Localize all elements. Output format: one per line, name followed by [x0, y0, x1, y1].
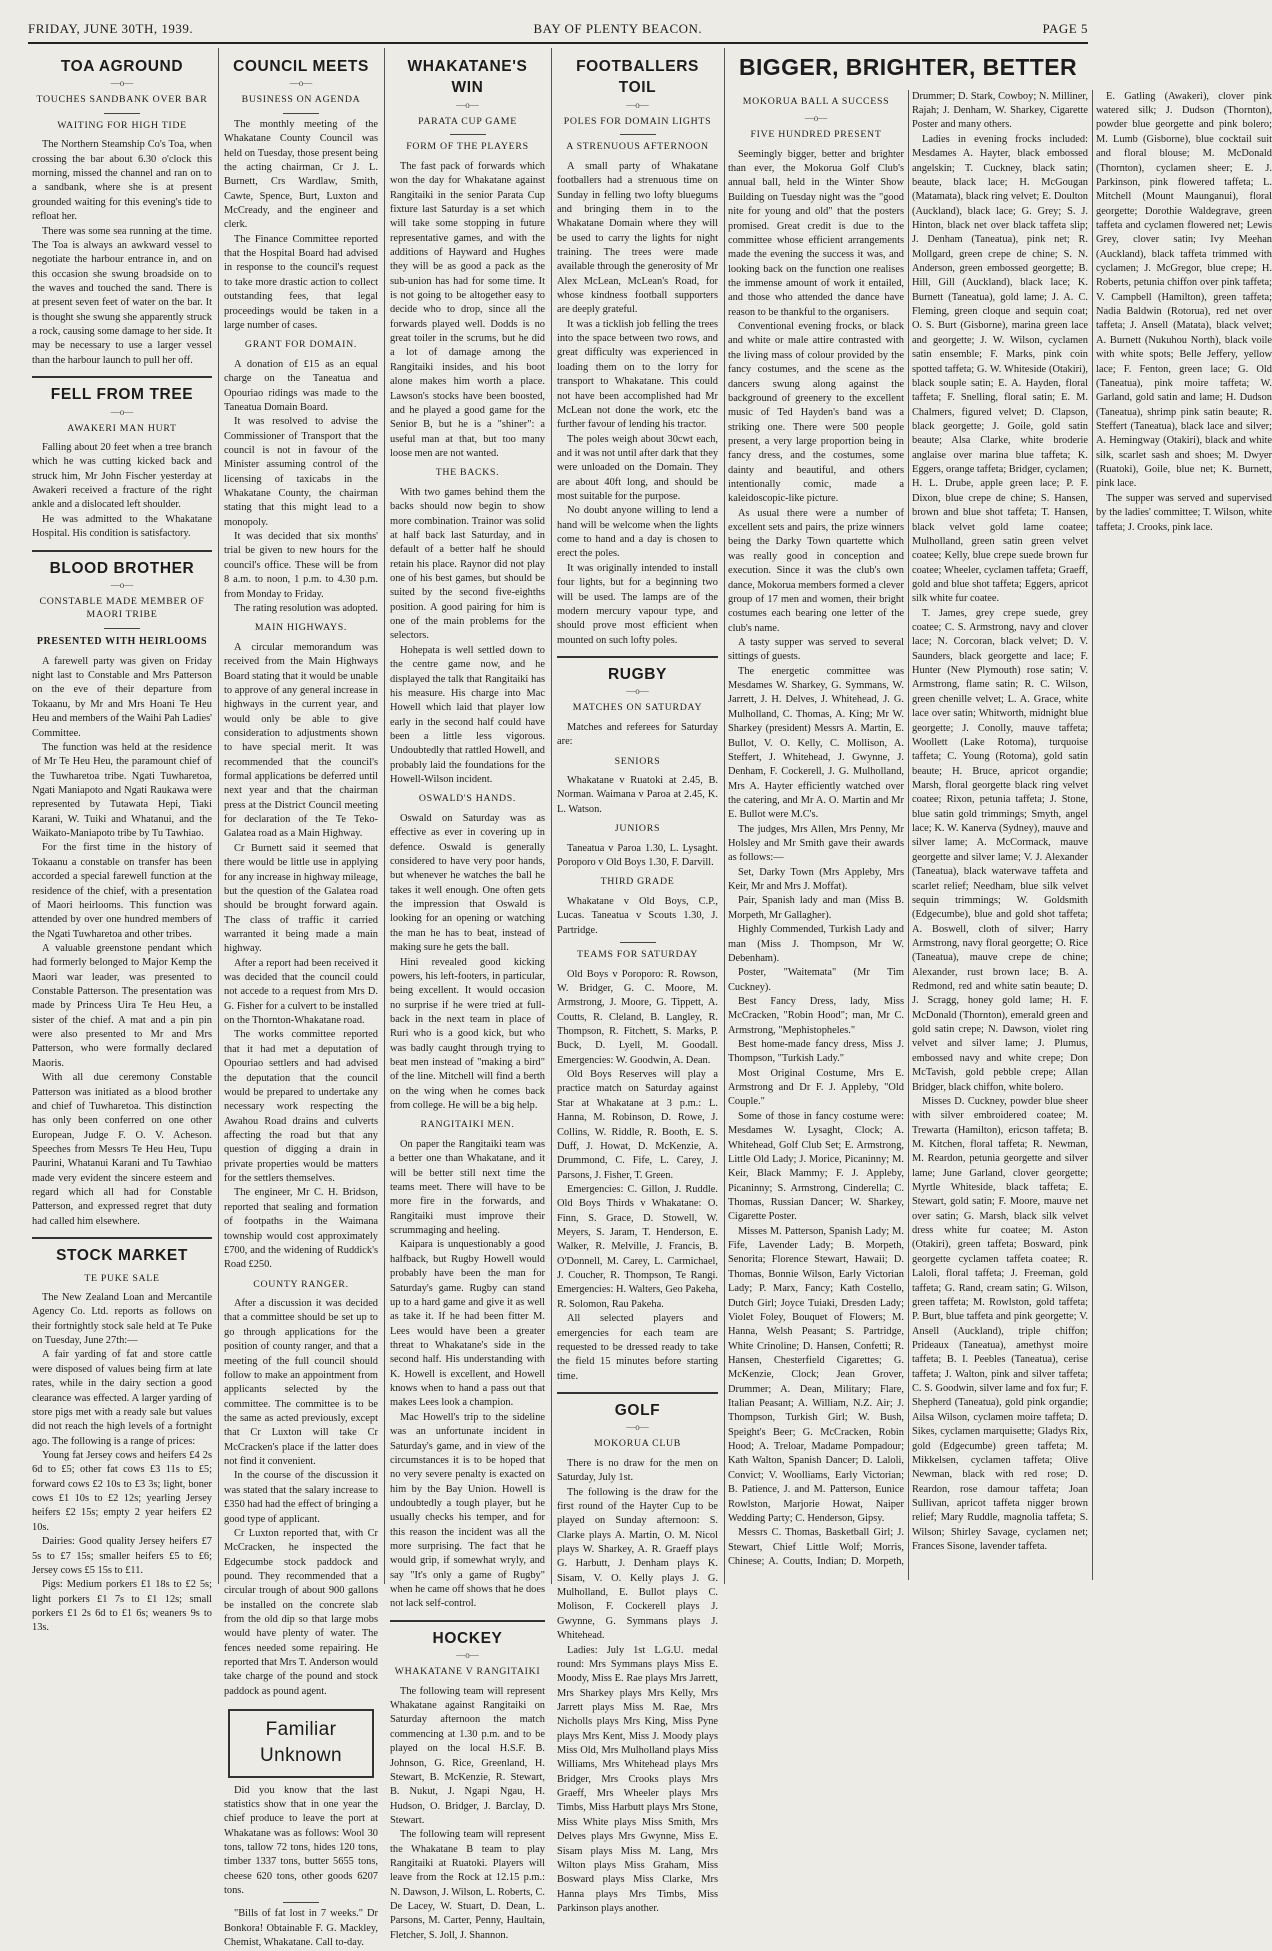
subheading: POLES FOR DOMAIN LIGHTS [563, 115, 712, 127]
paragraph: Cr Luxton reported that, with Cr McCracken, he inspected the Edgecumbe stock paddock and pound. They recommended that a circular trough of about 900 gallons be installed on the concrete slab from the old dip so that large mobs would have plenty of water. The fences needed some repairing. He reported that Mrs T. Anderson would take charge of the pound and stock paddock as pound agent. [224, 1527, 378, 1697]
ornament: —o— [626, 686, 649, 697]
ornament: —o— [804, 113, 828, 124]
ornament: —o— [456, 1650, 479, 1661]
paragraph: After a report had been received it was decided that the council could not accede to a request from Mrs D. G. Fisher for a culvert to be installed on the Thornton-Whakatane road. [224, 957, 378, 1027]
paragraph: Messrs C. Thomas, Basketball Girl; J. Stewart, Chief Little Wolf; Morris, Chinese; A. Coutts, Indian; D. Morpeth, Drummer; D. Stark, Cowboy; N. Milliner, Rajah; J. Denham, W. Sharkey, Cigarette Poster and many others. [728, 90, 1088, 1567]
ornament: —o— [110, 78, 134, 89]
teams-heading: TEAMS FOR SATURDAY [576, 949, 699, 961]
grade-heading: THIRD GRADE [600, 876, 675, 888]
paragraph: With all due ceremony Constable Patterson was initiated as a blood brother and chief of Tuwharetoa. This distinction has only been conferred on one other European, Judge F. O. V. Acheson. Speeches from Messrs Te Heu Heu, Tupu Paurini, Whatanui Karani and Tu Tawhiao made very evident the sincere esteem and regard which all had for Constable Patterson, and expressed regret that duty had called him elsewhere. [32, 1072, 212, 1227]
column-rule [551, 48, 552, 1584]
paragraph: A circular memorandum was received from the Main Highways Board stating that it would be unable to approve of any general increase in highways in the current year, and would only be able to give consideration to adjustments shown to have special merit. It was recommended that the council's formal applications be deferred until next year and that the chairman press at the District Council meeting for declaration of the Te Teko-Galatea road as a Main Highway. [224, 641, 378, 840]
paragraph: It was resolved to advise the Commissioner of Transport that the council is not in favour of the Minister assuming control of the licensing of taxicabs in the Whakatane County, the chairman stating that this might lead to a monopoly. [224, 416, 378, 528]
paragraph: It was originally intended to install four lights, but for a beginning two will be used. The lamps are of the modern mercury vapour type, and should prove most efficient when mounted on such lofty poles. [557, 562, 718, 646]
paragraph: Ladies: July 1st L.G.U. medal round: Mrs Symmans plays Miss E. Moody, Miss E. Rae plays Mrs Jarrett, Mrs Sharkey plays Mrs Kelly, Mrs Jarrett plays Miss M. Rae, Mrs Nicholls plays Mrs King, Miss Pyne plays Mrs Kent, Miss J. Moody plays Miss Old, Mrs Mulholland plays Miss Williams, Mrs Whitehead plays Mrs Bridger, Mrs Crooks plays Mrs Graeff, Mrs Wheeler plays Mrs Timbs, Miss Harbutt plays Mrs Stone, Miss White plays Miss Smith, Mrs Delves plays Mrs Gwynne, Miss E. Sisam plays Miss M. Lang, Mrs Wilton plays Miss Graham, Miss Bosward plays Miss Clarke, Mrs Hanna plays Mrs Timbs, Miss Parkinson plays another. [557, 1644, 718, 1914]
divider [32, 550, 212, 552]
divider [104, 628, 140, 629]
paragraph: Best Fancy Dress, lady, Miss McCracken, "Robin Hood"; man, Mr C. Armstrong, "Mephistopheles." [728, 995, 904, 1036]
paragraph: Conventional evening frocks, or black and white or male attire contrasted with the living mass of colour provided by the fancy costumes, and the scene as the dancers swung along against the background of greenery to the excellent music of Ted Hayden's band was a striking one. There were 500 people present, a very large proportion being in fancy dress, and the costumes, some dainty and beautiful, and others intentionally comic, made a kaleidoscopic-like picture. [728, 321, 904, 505]
issue-date: FRIDAY, JUNE 30TH, 1939. [28, 21, 194, 36]
divider [557, 656, 718, 658]
grade-heading: JUNIORS [614, 823, 661, 835]
ornament: —o— [289, 78, 313, 89]
ornament: —o— [626, 1422, 649, 1433]
section-heading: GRANT FOR DOMAIN. [244, 339, 358, 351]
subheading: A STRENUOUS AFTERNOON [566, 141, 709, 153]
paragraph: Falling about 20 feet when a tree branch which he was cutting kicked back and struck him, Mr John Fischer yesterday at Awakeri received a fracture of the right ankle and a dislocated left shoulder. [32, 442, 212, 511]
paragraph: It was decided that six months' trial be given to new hours for the council's office. These will be from 8 a.m. to noon, 1 p.m. to 4.30 p.m. from Monday to Friday. [224, 531, 378, 600]
column-2 [220, 50, 382, 1949]
toa-headline: TOA AGROUND [60, 58, 184, 75]
paragraph: No doubt anyone willing to lend a hand will be welcome when the lights come to hand and a day is chosen to erect the poles. [557, 505, 718, 560]
column-1 [28, 50, 216, 1634]
paragraph: The energetic committee was Mesdames W. Sharkey, G. Symmans, W. Jarrett, J. H. Delves, J. Whitehead, J. G. Mulholland, C. Thomas, A. King; Mr W. Sharkey (president) Messrs A. Martin, E. Bullot, V. O. Kelly, C. Mollison, A. Steffert, J. Whitehead, J. Gwynne, J. Denham, F. Cockerell, J. G. Mulholland, Mrs A. Hayter efficiently watched over the catering, and Mr A. O. Martin and Mr E. Bullot were M.C's. [728, 665, 904, 821]
section-heading: RANGITAIKI MEN. [420, 1119, 515, 1131]
divider [104, 113, 140, 114]
divider [390, 1620, 545, 1622]
fell-headline: FELL FROM TREE [50, 386, 194, 404]
paragraph: On paper the Rangitaiki team was a better one than Whakatane, and it will be better still next time the teams meet. There will have to be more fire in the forwards, and Rangitaiki must improve their scrummaging and heeling. [390, 1138, 545, 1237]
section-heading: OSWALD'S HANDS. [418, 793, 517, 805]
toa-subheading: TOUCHES SANDBANK OVER BAR [36, 94, 208, 106]
column-rule [724, 48, 725, 1584]
paragraph: Taneatua v Paroa 1.30, L. Lysaght. Poroporo v Old Boys 1.30, F. Darvill. [557, 842, 718, 869]
section-heading: MAIN HIGHWAYS. [254, 622, 348, 634]
paragraph: There was some sea running at the time. The Toa is always an awkward vessel to negotiate the harbour entrance in, and on this occasion she swung broadside on to the waves and touched the sand. There is at present seven feet of water on the bar. It is thought she swung she apparently struck a rock, causing some damage to her side. It may be necessary to use a larger vessel than the harbour launch to pull her off. [32, 225, 212, 366]
page-number: PAGE 5 [1042, 21, 1088, 36]
paragraph: The Northern Steamship Co's Toa, when crossing the bar about 6.30 o'clock this morning, missed the channel and ran on to a sandbank, where she is at present grounded waiting for this evening's tide to refloat her. [32, 139, 212, 223]
masthead-rule [28, 42, 1088, 44]
paragraph: Best home-made fancy dress, Miss J. Thompson, "Turkish Lady." [728, 1039, 904, 1065]
paragraph: The New Zealand Loan and Mercantile Agency Co. Ltd. reports as follows on their fortnightly stock sale held at Te Puke on Tuesday, June 27th:— [32, 1292, 212, 1347]
paragraph: A donation of £15 as an equal charge on the Taneatua and Opouriao ridings was made to the Taneatua Domain Board. [224, 358, 378, 413]
subheading: PARATA CUP GAME [418, 115, 517, 127]
paragraph: A valuable greenstone pendant which had formerly belonged to Major Kemp the Maori war leader, was presented to Constable Patterson. The presentation was made by Princess Uira Te Heu Heu, a sister of the chief. A mat and a pin pin were also presented to Mr and Mrs Patterson, who were formally declared Maoris. [32, 942, 212, 1069]
paragraph: Ladies in evening frocks included: Mesdames A. Hayter, black embossed angelskin; T. Cuckney, black satin; beaute, black lace; H. McGougan (Matamata), black ring velvet; E. Doulton (Auckland), black lace; G. Grey; S. J. Hinton, black net over black taffeta slip; J. Denham (Taneatua), pink net; R. Mollgard, green crepe de chine; S. N. Anderson, green embossed georgette; B. Hill, Gill (Auckland), black lace; K. Burnett (Taneatua), gold lame; J. A. C. Fleming, green cloque and sequin coat; O. S. Burt (Gisborne), marina green lace and georgette; J. W. Wilson, cyclamen satin ensemble; F. Marks, pink coin spotted taffeta; G. W. Whiteside (Otakiri), black souple satin; E. A. Hayden, floral taffeta; F. Snelling, floral satin; E. M. Chalmers, figured velvet; D. Clapson, black georgette; J. Goile, gold satin beaute; Alsa Clarke, white broderie anglaise over marina blue taffeta; K. Eggers, orange taffeta; Bridger, cyclamen; H. L. Drube, apple green lace; P. F. Dixon, blue crepe de chine; S. Hansen, brown and blue shot taffeta; T. Hansen, black velvet gold lame coatee; Mulholland, green satin green velvet coatee; Kelly, blue crepe suede brown fur coatee; Wheeler, cyclamen taffeta; Graeff, gold and blue shot taffeta; Eggers, apricot silk white fur coatee. [912, 133, 1088, 605]
golf-subheading: MOKORUA CLUB [593, 1438, 682, 1450]
column-4 [553, 50, 722, 1914]
blood-subheading: PRESENTED WITH HEIRLOOMS [36, 635, 208, 647]
paragraph: A farewell party was given on Friday night last to Constable and Mrs Patterson on the eve of their departure from Tokaanu, by Mr and Mrs Hoani Te Heu Heu and members of the Waihi Pah Ladies' Committee. [32, 655, 212, 739]
paragraph: All selected players and emergencies for each team are requested to be dressed ready to take the field 15 minutes before starting time. [557, 1313, 718, 1382]
familiar-unknown-box: Familiar Unknown [228, 1709, 374, 1777]
paragraph: It was a ticklish job felling the trees into the space between two rows, and great difficulty was experienced in loading them on to the lorry for transport to Whakatane. This could not have been accomplished had Mr McLean not done the work, etc the further favour of lending his tractor. [557, 318, 718, 431]
masthead [28, 20, 1088, 38]
paragraph: There is no draw for the men on Saturday, July 1st. [557, 1457, 718, 1484]
paragraph: The following team will represent Whakatane against Rangitaiki on Saturday afternoon the match commencing at 1.30 p.m. and to be played on the local H.S.F. B. Johnson, G. Rice, Greenland, H. Stewart, B. McKenzie, R. Stewart, B. Nukut, J. Ngapi Ngau, H. Hudson, O. Bridger, J. Barclay, D. Stewart. [390, 1685, 545, 1826]
divider [32, 376, 212, 378]
divider [283, 113, 319, 114]
paragraph: The function was held at the residence of Mr Te Heu Heu, the paramount chief of the Tuwharetoa tribe. Ngati Tuwharetoa, Ngati Maniapoto and Ngati Raukawa were represented by Tutawata Hepi, Tiaki Karani, W. Tuiki and Whatanui, and the Waikato-Maniapoto tribe by Tu Tawhiao. [32, 741, 212, 840]
section-heading: COUNTY RANGER. [253, 1278, 349, 1290]
ornament: —o— [110, 406, 134, 417]
divider [32, 1237, 212, 1239]
paragraph: In the course of the discussion it was stated that the salary increase to £350 had had the effect of bringing a good type of applicant. [224, 1470, 378, 1525]
section-heading: THE BACKS. [435, 467, 500, 479]
ornament: —o— [456, 99, 479, 110]
divider [450, 134, 486, 135]
paragraph: With two games behind them the backs should now begin to show more combination. Trainor was solid at half back last Saturday, and in default of a better half he should retain his place. Raynor did not play one of his best games, but should be suited by the second five-eighths position. A good pairing for him is one of the main problems for the selectors. [390, 486, 545, 642]
advertisement: "Bills of fat lost in 7 weeks." Dr Bonkora! Obtainable F. G. Mackley, Chemist, Whakatane. Call to-day. [224, 1908, 378, 1949]
ornament: —o— [626, 99, 649, 110]
column-3 [386, 50, 549, 1941]
paragraph: Most Original Costume, Mrs E. Armstrong and Dr F. J. Appleby, "Old Couple." [728, 1067, 904, 1108]
footballers-headline: FOOTBALLERS TOIL [576, 58, 699, 97]
whakatane-win-headline: WHAKATANE'S WIN [407, 58, 528, 97]
paragraph: Seemingly bigger, better and brighter than ever, the Mokorua Golf Club's annual ball, held in the Winter Show Building on Tuesday night was the "good nite for young and old" that the posters promised. Great credit is due to the committee whose efficient arrangements made the evening the success it was, and looking back on the function one realises the immense amount of work it entailed, and those who attended the dance have reason to be thankful to the organisers. [728, 148, 904, 318]
paragraph: The following is the draw for the first round of the Hayter Cup to be played on Sunday afternoon: S. Clarke plays A. Martin, O. M. Nicol plays W. Sharkey, A. R. Graeff plays G. Harbutt, J. Denham plays K. Sisam, V. O. Kelly plays J. G. Mulholland, E. Bullot plays C. Molison, F. Cockerell plays J. Gwynne, G. Symmans plays J. Whitehead. [557, 1486, 718, 1642]
paragraph: Set, Darky Town (Mrs Appleby, Mrs Keir, Mr and Mrs J. Moffat). [728, 866, 904, 893]
paragraph: Some of those in fancy costume were: Mesdames W. Lysaght, Clock; A. Whitehead, Golf Club Set; E. Armstrong, Little Old Lady; J. Morice, Picaninny; M. Keir, Black Mammy; F. J. Appleby, Picaninny; S. Armstrong, Cinderella; C. Thomas, Russian Dancer; W. Sharkey, Cigarette Poster. [728, 1110, 904, 1223]
paragraph: The fast pack of forwards which won the day for Whakatane against Rangitaiki in the senior Parata Cup fixture last Saturday is a set which will take some stopping in future representative games, and with the additions of Hayward and Hughes they will be as good a pack as the sub-union has had for some time. It is not going to be altogether easy to decide who to drop, since all the forwards played well. Dodds is no great toiler in the scrums, but he did a lot of damage among the Rangitaiki insides, and his boot alone makes him worth a place. Lawson's stocks have been boosted, and he played a good game for the Senior B, but he is a "shiner": a useful man at that, but too many loose men are not wanted. [390, 160, 545, 459]
paragraph: The Finance Committee reported that the Hospital Board had advised in response to the council's request to take more drastic action to collect outstanding fees, that legal proceedings would be taken in a large number of cases. [224, 233, 378, 331]
paragraph: The rating resolution was adopted. [234, 602, 378, 614]
paragraph: Pigs: Medium porkers £1 18s to £2 5s; light porkers £1 7s to £1 12s; small porkers £1 2s 6d to £1 6s; weaners 9s to 13s. [32, 1579, 212, 1634]
paragraph: Kaipara is unquestionably a good halfback, but Rugby Howell would probably have been the man for Saturday's game. Rugby can stand up to a hard game and give it as well as take it. If he had been fitter M. Lees would have been a greater threat to Whakatane's side in the second half. His understanding with K. Howell is excellent, and Howell knows when to hand a pass out that makes Lees look a champion. [390, 1239, 545, 1409]
divider [620, 134, 656, 135]
paragraph: The following team will represent the Whakatane B team to play Rangitaiki at Ruatoki. Players will leave from the Rock at 12.15 p.m.: N. Dawson, J. Wilson, L. Roberts, C. De Lacey, W. Stuart, D. Dean, L. Parsons, M. Carter, Penny, Haultain, Fletcher, S. Joll, J. Shannon. [390, 1829, 545, 1941]
paragraph: A fair yarding of fat and store cattle were disposed of values being firm at late rates, while in the dairy section a good clearance was effected. A larger yarding of store pigs met with a ready sale but values did not reach the high levels of a fortnight ago. The following is a range of prices: [32, 1349, 212, 1447]
council-headline: COUNCIL MEETS [233, 58, 369, 75]
paragraph: Young fat Jersey cows and heifers £4 2s 6d to £5; other fat cows £3 11s to £5; forward cows £2 10s to £3 3s; light, boner cows £1 10s to £2 12s; yearling Jersey heifers £2 15s; empty 2 year heifers £2 10s. [32, 1449, 212, 1533]
stock-subheading: TE PUKE SALE [84, 1272, 160, 1284]
paragraph: Misses M. Patterson, Spanish Lady; M. Fife, Lavender Lady; B. Morpeth, Senorita; Florence Stewart, Hawaii; D. Thomas, Bonnie Wilson, Early Victorian Lady; P. Marx, Fancy; Kath Costello, Dutch Girl; Joyce Tuiaki, Dresden Lady; Violet Foley, Bouquet of Flowers; M. Hanna, Welsh Peasant; S. Partridge, White Crinoline; D. Hansen, Confetti; R. Hansen, Chesterfield Cigarettes; G. McKenzie, Clock; Jean Grover, Drummer; A. Dean, Military; Flare, Italian Peasant; A. William, N.Z. Air; J. Thompson, Turkish Girl; W. Bush, Speight's Beer; G. McCracken, Robin Hood; A. Treloar, Madame Pompadour; Kath Walton, Spanish Dancer; D. Laloli, Convict; V. Woolliams, Early Victorian; B. Patience, J. and M. Patterson, Eunice Rowlston, Marjorie Howat, Naiper Wedding Party; C. Henderson, Gipsy. [728, 1225, 904, 1524]
paragraph: Old Boys v Poroporo: R. Rowson, W. Bridger, G. C. Moore, M. Armstrong, J. Moore, G. Tippett, A. Coutts, R. Cleland, B. Langley, R. Thompson, R. Fitchett, S. Marks, P. Buck, D. Lyell, M. Goodall. Emergencies: W. Goodwin, A. Dean. [557, 968, 718, 1066]
paragraph: Old Boys Reserves will play a practice match on Saturday against Star at Whakatane at 3 p.m.: L. Hanna, M. Robinson, D. Rowe, J. Collins, W. Riddle, R. Booth, E. S. Duff, J. Howat, D. McKenzie, A. Drummond, C. Fife, L. Carey, J. Parsons, J. Fisher, T. Green. [557, 1069, 718, 1181]
paragraph: For the first time in the history of Tokaanu a constable on transfer has been accorded a special farewell function at the residence of the chief, with a presentation of Maori heirlooms. This function was attended by over one hundred members of the Ngati Tuwharetoa and other tribes. [32, 842, 212, 940]
divider [620, 942, 656, 943]
rugby-headline: RUGBY [608, 666, 667, 683]
ball-headline: BIGGER, BRIGHTER, BETTER [738, 54, 1077, 80]
ornament: —o— [110, 579, 134, 590]
column-rule [384, 48, 385, 1584]
paragraph: Pair, Spanish lady and man (Miss B. Morpeth, Mr Gallagher). [728, 895, 904, 921]
paragraph: Highly Commended, Turkish Lady and man (Miss J. Thompson, Mr W. Debenham). [728, 924, 904, 964]
hockey-headline: HOCKEY [432, 1629, 503, 1647]
paragraph: T. James, grey crepe suede, grey coatee; C. S. Armstrong, navy and clover lace; N. Corcoran, black velvet; D. V. Saunders, black georgette and lace; F. Hunter (New Plymouth) rose satin; V. Armstrong, flame satin; R. C. Wilson, green chenille velvet; L. A. Grace, white lace over satin; Whitworth, midnight blue georgette; J. Conolly, mauve taffeta; Woollett (Lake Rotoma), turquoise taffeta; C. Young (Rotoma), gold satin beaute; H. Bruce, apricot organdie; Marsh, floral georgette black ring velvet coatee; Rixon, petunia taffeta; J. Stone, blue satin gold trimmings; Smyth, angel lace; K. W. Kanerva (Sydney), mauve and silver lame; A. McCormack, mauve georgette and silver lame; V. J. Alexander (Taneatua), black waterwave taffeta and scarlet relief; Needham, blue silk velvet sequin trimmings; W. Goldsmith (Edgecumbe), blue and gold shot taffeta; A. Boswell, cloth of silver; Harry Armstrong, navy floral georgette; O. Rice (Taneatua), mauve crepe de chine; Alexander, rust brown lace; B. A. Redmond, red and white satin beaute; D. J. Scragg, honey gold lame; H. F. McDonald (Thornton), emerald green and gold satin crepe; N. Dawson, violet ring velvet and silver lame; J. Plumus, embossed navy and white crepe; Don McTavish, gold pebble crepe; Allan Bridger, black chiffon, white bolero. [912, 607, 1088, 1093]
grade-heading: SENIORS [614, 755, 661, 767]
blood-subheading: CONSTABLE MADE MEMBER OF MAORI TRIBE [39, 595, 205, 621]
hockey-subheading: WHAKATANE V RANGITAIKI [394, 1666, 541, 1678]
paragraph: A small party of Whakatane footballers had a strenuous time on Sunday in felling two lofty bluegums and bringing them in to the Whakatane Domain where they will be used to carry the lights for night training. The trees were made available through the generosity of Mr Alex McLean, McLean's Road, for whose kindness football supporters are deeply grateful. [557, 160, 718, 316]
council-subheading: BUSINESS ON AGENDA [241, 94, 361, 106]
paragraph: Hini revealed good kicking powers, his left-footers, in particular, being excellent. It would occasion no surprise if he were tried at full-back in the next team in place of Ruri who is a good kick, but who was badly caught through trying to beat men instead of "making a bird" of the line. Mitchell will find a berth on the wing when he comes back from college. He will be a big help. [390, 956, 545, 1112]
paragraph: Did you know that the last statistics show that in one year the chief produce to leave the port at Whakatane was as follows: Wool 30 tons, tallow 72 tons, hides 120 tons, timber 1337 tons, butter 5655 tons, cheese 620 tons, other goods 6207 tons. [224, 1784, 378, 1897]
paragraph: Mac Howell's trip to the sideline was an unfortunate incident in Saturday's game, and in view of the circumstances it is to be hoped that no very severe penalty is exacted on him by the Bay Union. Howell is undoubtedly a tough player, but he usually checks his temper, and for this reason the incident was all the more surprising. The fact that he would grip, if somewhat wryly, and say "It's only a game of Rugby" when he came off shows that he does not lack self-control. [390, 1411, 545, 1610]
blood-headline: BLOOD BROTHER [49, 559, 195, 577]
paragraph: Oswald on Saturday was as effective as ever in covering up in defence. Oswald is generally considered to have very poor hands, but whenever he watches the ball he takes it well enough. One often gets the impression that Oswald is looking for an opening or watching the man he has to beat, instead of making sure he gets the ball. [390, 812, 545, 954]
stock-headline: STOCK MARKET [56, 1247, 188, 1265]
rugby-subheading: MATCHES ON SATURDAY [572, 702, 703, 714]
paragraph: He was admitted to the Whakatane Hospital. His condition is satisfactory. [32, 513, 212, 540]
paragraph: Hohepata is well settled down to the centre game now, and he displayed the talk that Rangitaiki has his measure. His charge into Mac Howell which laid that player low early in the second half could have been a little less vigorous. Undoubtedly that rattled Howell, and probably laid the foundations for the Howell-Wilson incident. [390, 644, 545, 786]
column-rule [218, 48, 219, 1584]
paragraph: The works committee reported that it had met a deputation of Opouriao settlers and had advised the deputation that the council would be prepared to undertake any necessary work respecting the Awahou Road drains and culverts affecting the road but that any question of digging a drain in private properties would be matters for the settlers themselves. [224, 1029, 378, 1185]
newspaper-title: BAY OF PLENTY BEACON. [533, 21, 703, 36]
paragraph: The judges, Mrs Allen, Mrs Penny, Mr Holsley and Mr Smith gave their awards as follows:— [728, 823, 904, 864]
ball-article [726, 50, 1272, 1582]
paragraph: As usual there were a number of excellent sets and pairs, the prize winners being the Darky Town quartette which was really good in conception and execution. Since it was the club's own dance, Mokorua members formed a clever group of 17 men and women, their bright costumes each bearing one letter of the club's name. [728, 507, 904, 634]
subheading: FORM OF THE PLAYERS [406, 141, 529, 153]
ball-text-columns [728, 90, 1272, 1580]
paragraph: The monthly meeting of the Whakatane County Council was held on Tuesday, those present being the acting chairman, Cr J. L. Burnett, Crs Wardlaw, Smith, Cawte, Spence, Burt, Luxton and McCready, and the engineer and clerk. [224, 118, 378, 231]
paragraph: The engineer, Mr C. H. Bridson, reported that sealing and formation of footpaths in the Waimana township would cost approximately £700, and the widening of Ruddick's Road £250. [224, 1187, 378, 1271]
ball-subheading: MOKORUA BALL A SUCCESS [742, 95, 890, 107]
fell-subheading: AWAKERI MAN HURT [67, 422, 177, 434]
ball-subheading: FIVE HUNDRED PRESENT [750, 129, 882, 141]
paragraph: After a discussion it was decided that a committee should be set up to go through applications for the position of county ranger, and that a meeting of the full council should follow to make an appointment from applicants selected by the committee. The committee is to be the same as acted previously, except that Cr Luxton will take Cr McCracken's place if the latter does not find it convenient. [224, 1298, 378, 1468]
paragraph: A tasty supper was served to several sittings of guests. [728, 636, 904, 663]
paragraph: Dairies: Good quality Jersey heifers £7 5s to £7 15s; smaller heifers £5 to £6; Jersey cows £5 15s to £11. [32, 1536, 212, 1576]
divider [557, 1392, 718, 1394]
paragraph: Emergencies: C. Gillon, J. Ruddle. Old Boys Thirds v Whakatane: O. Finn, S. Grace, D. Stowell, W. Meyers, S. Jaram, T. Henderson, E. Walker, R. Melville, J. Francis, B. O'Donnell, M. Carey, L. Carmichael, J. Coucher, R. Thompson, Te Rangi. Emergencies: H. Walters, Geo Pakeha, R. Solomon, Rau Pakeha. [557, 1183, 718, 1310]
paragraph: Whakatane v Ruatoki at 2.45, B. Norman. Waimana v Paroa at 2.45, K. L. Watson. [557, 775, 718, 815]
paragraph: E. Gatling (Awakeri), clover pink watered silk; J. Dudson (Thornton), powder blue georgette and pink bolero; M. Lumb (Gisborne), blue cocktail suit and floral blouse; M. McDonald (Thornton), cyclamen sheer; E. J. Parkinson, pink flowered taffeta; L. Mitchell (Mount Maunganui), floral georgette; Dorothie Waldegrave, green taffeta and cyclamen flowered net; Lewis Grey, clover satin; Ivy Meehan (Auckland), black taffeta trimmed with cyclamen; J. McGregor, blue crepe; H. Roberts, petunia chiffon over pink taffeta; V. Campbell (Hamilton), green taffeta; Nadia Baldwin (Rotorua), red net over taffeta; J. Ansell (Matata), black velvet; A. Burnett (Nukuhou North), black voile with white spots; Belle Jeffery, yellow lace; F. Fenton, green lace; G. Old (Taneatua), pink moire taffeta; W. Garland, gold satin and lame; H. Dudson (Taneatua), shrimp pink satin beaute; R. Steffert (Taneatua), black lace and silver; A. Hemingway (Otakiri), black and white silk, scarlet sash and shoes; M. Dwyer (Ruatoki), Goile, blue net; K. Burnett, pink lace. [1096, 90, 1272, 490]
golf-headline: GOLF [614, 1401, 661, 1419]
paragraph: The supper was served and supervised by the ladies' committee; T. Wilson, white taffeta; J. Crooks, pink lace. [1096, 492, 1272, 533]
paragraph: Misses D. Cuckney, powder blue sheer with silver embroidered coatee; M. Trewarta (Hamilton), ericson taffeta; B. M. Kitchen, floral taffeta; R. Newman, M. Reardon, petunia georgette and silver lame; June Garland, clover georgette; Myrtle Whiteside, black taffeta; E. Stewart, gold satin; F. Moore, mauve net over satin; G. Marsh, black silk velvet dress white fur coatee; M. Aston (Otakiri), green taffeta; Bosward, pink georgette cyclamen taffeta coatee; R. Laloli, floral taffeta; J. Freeman, gold taffeta; G. Rand, cream satin; G. Wilson, green taffeta; M. Rowlston, gold taffeta; P. Burt, blue taffeta and pink georgette; V. Ansell (Auckland), triple chiffon; Prideaux (Taneatua), amethyst moire taffeta; B. I. Peebles (Taneatua), cerise taffeta; J. Walton, pink and silver taffeta; C. S. Goodwin, silver lame and fox fur; F. Shepherd (Taneatua), gold pink organdie; Ailsa Wilson, cyclamen moire taffeta; D. Sikes, cyclamen marquisette; Gladys Rix, gold (Edgecumbe) green taffeta; M. Mikkelsen, cyclamen taffeta; Olive Newman, black with red rose; D. Reardon, rose damour taffeta; Joan Sullivan, apricot taffeta nigger brown relief; Mary Ruddle, magnolia taffeta; S. Wilson; Shirley Savage, cyclamen net; Frances Sisone, lavender taffeta. [912, 1095, 1088, 1553]
divider [283, 1902, 319, 1903]
toa-subheading: WAITING FOR HIGH TIDE [57, 119, 187, 131]
paragraph: Whakatane v Old Boys, C.P., Lucas. Taneatua v Scouts 1.30, J. Partridge. [557, 895, 718, 936]
paragraph: The poles weigh about 30cwt each, and it was not until after dark that they were unloaded on the Domain. They are about 40ft long, and should be most suitable for the purpose. [557, 433, 719, 503]
paragraph: Cr Burnett said it seemed that there would be little use in applying for any increase in highway mileage, but the question of the Galatea road should be brought forward again. The class of traffic it carried warranted it being made a main highway. [224, 842, 378, 955]
paragraph: Matches and referees for Saturday are: [557, 721, 718, 748]
paragraph: Poster, "Waitemata" (Mr Tim Cuckney). [728, 967, 904, 993]
